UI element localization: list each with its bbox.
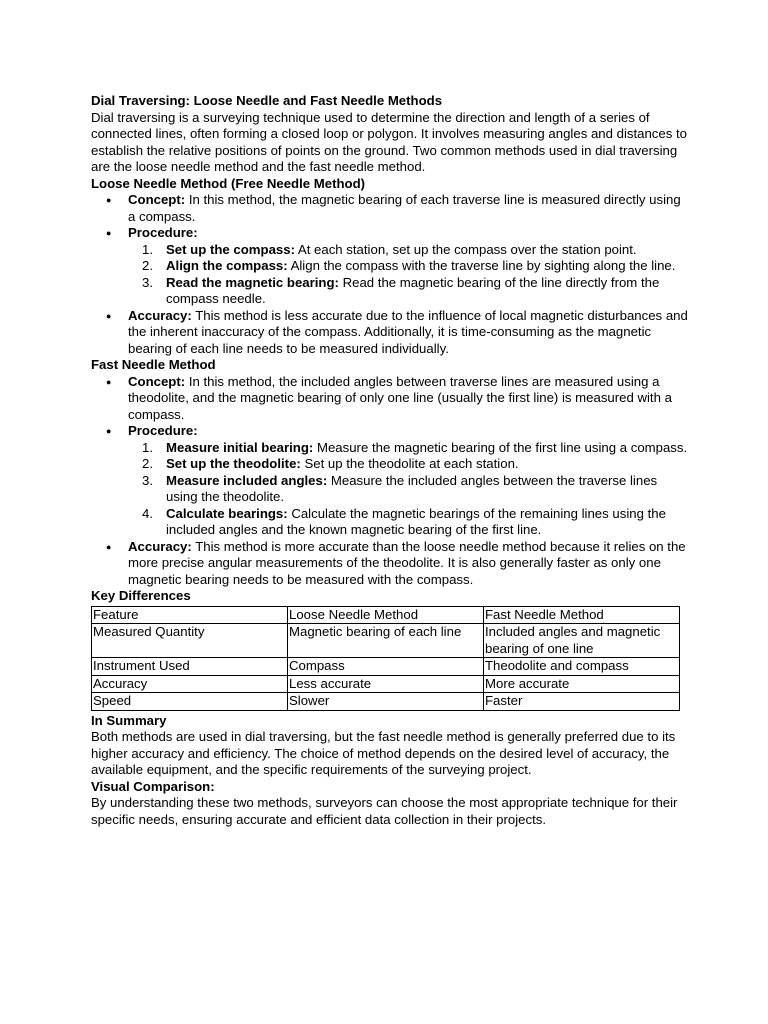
step-term: Measure included angles: bbox=[166, 472, 328, 488]
table-cell: Included angles and magnetic bearing of one line bbox=[484, 624, 680, 658]
fast-concept-text: In this method, the included angles between traverse lines are measured using a theodolite, and the magnetic bearing of only one line (usually the first line) is measured with a compass. bbox=[128, 373, 672, 422]
step-term: Align the compass: bbox=[166, 258, 288, 273]
table-cell: More accurate bbox=[484, 675, 680, 693]
step-text: Measure the magnetic bearing of the first line using a compass. bbox=[313, 439, 688, 455]
loose-concept-item bbox=[91, 192, 691, 225]
table-row bbox=[92, 675, 680, 693]
table-cell: Accuracy bbox=[92, 675, 288, 693]
step-text: Set up the theodolite at each station. bbox=[300, 456, 519, 471]
step-text: Calculate the magnetic bearings of the remaining lines using the included angles and the known magnetic bearing of the first line. bbox=[166, 505, 666, 537]
table-cell: Less accurate bbox=[288, 675, 484, 693]
document-title: Dial Traversing: Loose Needle and Fast Needle Methods bbox=[91, 93, 443, 108]
fast-step-3 bbox=[128, 473, 691, 506]
table-cell: Feature bbox=[92, 606, 288, 624]
fast-needle-list bbox=[91, 374, 691, 589]
step-number: 4. bbox=[142, 505, 153, 521]
loose-accuracy-item bbox=[91, 308, 691, 358]
step-number: 1. bbox=[142, 439, 153, 455]
table-cell: Faster bbox=[484, 693, 680, 711]
fast-accuracy-term: Accuracy: bbox=[128, 538, 192, 554]
step-term: Calculate bearings: bbox=[166, 505, 288, 521]
table-cell: Compass bbox=[288, 658, 484, 676]
step-term: Measure initial bearing: bbox=[166, 439, 314, 455]
table-cell: Fast Needle Method bbox=[484, 606, 680, 624]
intro-paragraph: Dial traversing is a surveying technique used to determine the direction and length of a series of connected lines, often forming a closed loop or polygon. It involves measuring angles and distances to establish the relative positions of points on the ground. Two common methods used in dial traversing are the loose needle method and the fast needle method. bbox=[91, 109, 687, 174]
fast-step-4 bbox=[128, 506, 691, 539]
fast-procedure-item bbox=[91, 423, 691, 539]
fast-concept-item bbox=[91, 374, 691, 424]
loose-step-1 bbox=[128, 242, 691, 259]
step-number: 2. bbox=[142, 456, 153, 471]
table-header-row bbox=[92, 606, 680, 624]
fast-concept-term: Concept: bbox=[128, 373, 186, 389]
fast-accuracy-text: This method is more accurate than the loose needle method because it relies on the more precise angular measurements of the theodolite. It is also generally faster as only one magnetic bearing needs to be measured with the compass. bbox=[128, 538, 686, 587]
table-cell: Slower bbox=[288, 693, 484, 711]
visual-comparison-paragraph: By understanding these two methods, surveyors can choose the most appropriate technique for their specific needs, ensuring accurate and efficient data collection in their projects. bbox=[91, 795, 678, 827]
fast-needle-heading: Fast Needle Method bbox=[91, 357, 216, 372]
table-row bbox=[92, 693, 680, 711]
loose-step-2 bbox=[128, 258, 691, 275]
step-term: Set up the compass: bbox=[166, 241, 295, 257]
fast-step-2 bbox=[128, 456, 691, 473]
loose-step-3 bbox=[128, 275, 691, 308]
table-row bbox=[92, 658, 680, 676]
loose-needle-list bbox=[91, 192, 691, 357]
fast-step-1 bbox=[128, 440, 691, 457]
table-cell: Measured Quantity bbox=[92, 624, 288, 658]
table-cell: Magnetic bearing of each line bbox=[288, 624, 484, 658]
table-cell: Speed bbox=[92, 693, 288, 711]
table-cell: Instrument Used bbox=[92, 658, 288, 676]
key-differences-heading: Key Differences bbox=[91, 588, 191, 603]
fast-procedure-steps bbox=[128, 440, 691, 539]
step-number: 3. bbox=[142, 274, 153, 290]
summary-heading: In Summary bbox=[91, 712, 167, 728]
differences-table bbox=[91, 606, 680, 711]
loose-procedure-item bbox=[91, 225, 691, 308]
table-cell: Theodolite and compass bbox=[484, 658, 680, 676]
step-number: 2. bbox=[142, 258, 153, 273]
step-number: 3. bbox=[142, 472, 153, 488]
loose-concept-term: Concept: bbox=[128, 192, 186, 207]
step-text: Read the magnetic bearing of the line directly from the compass needle. bbox=[166, 274, 660, 306]
fast-accuracy-item bbox=[91, 539, 691, 589]
fast-procedure-term: Procedure: bbox=[128, 423, 198, 438]
loose-procedure-term: Procedure: bbox=[128, 225, 198, 240]
loose-procedure-steps bbox=[128, 242, 691, 308]
summary-paragraph: Both methods are used in dial traversing, but the fast needle method is generally preferred due to its higher accuracy and efficiency. The choice of method depends on the desired level of accuracy, the available equipment, and the specific requirements of the surveying project. bbox=[91, 729, 676, 777]
loose-accuracy-term: Accuracy: bbox=[128, 307, 192, 323]
loose-needle-heading: Loose Needle Method (Free Needle Method) bbox=[91, 175, 366, 191]
step-number: 1. bbox=[142, 241, 153, 257]
table-row bbox=[92, 624, 680, 658]
table-cell: Loose Needle Method bbox=[288, 606, 484, 624]
step-text: Align the compass with the traverse line by sighting along the line. bbox=[287, 258, 676, 273]
loose-accuracy-text: This method is less accurate due to the influence of local magnetic disturbances and the inherent inaccuracy of the compass. Additionally, it is time-consuming as the magnetic bearing of each line needs to be measured individually. bbox=[128, 307, 688, 356]
step-term: Set up the theodolite: bbox=[166, 456, 301, 471]
visual-comparison-heading: Visual Comparison: bbox=[91, 778, 215, 794]
document-page bbox=[91, 93, 691, 828]
loose-concept-text: In this method, the magnetic bearing of each traverse line is measured directly using a compass. bbox=[128, 192, 681, 224]
step-text: Measure the included angles between the traverse lines using the theodolite. bbox=[166, 472, 658, 504]
step-term: Read the magnetic bearing: bbox=[166, 274, 339, 290]
step-text: At each station, set up the compass over the station point. bbox=[294, 241, 637, 257]
